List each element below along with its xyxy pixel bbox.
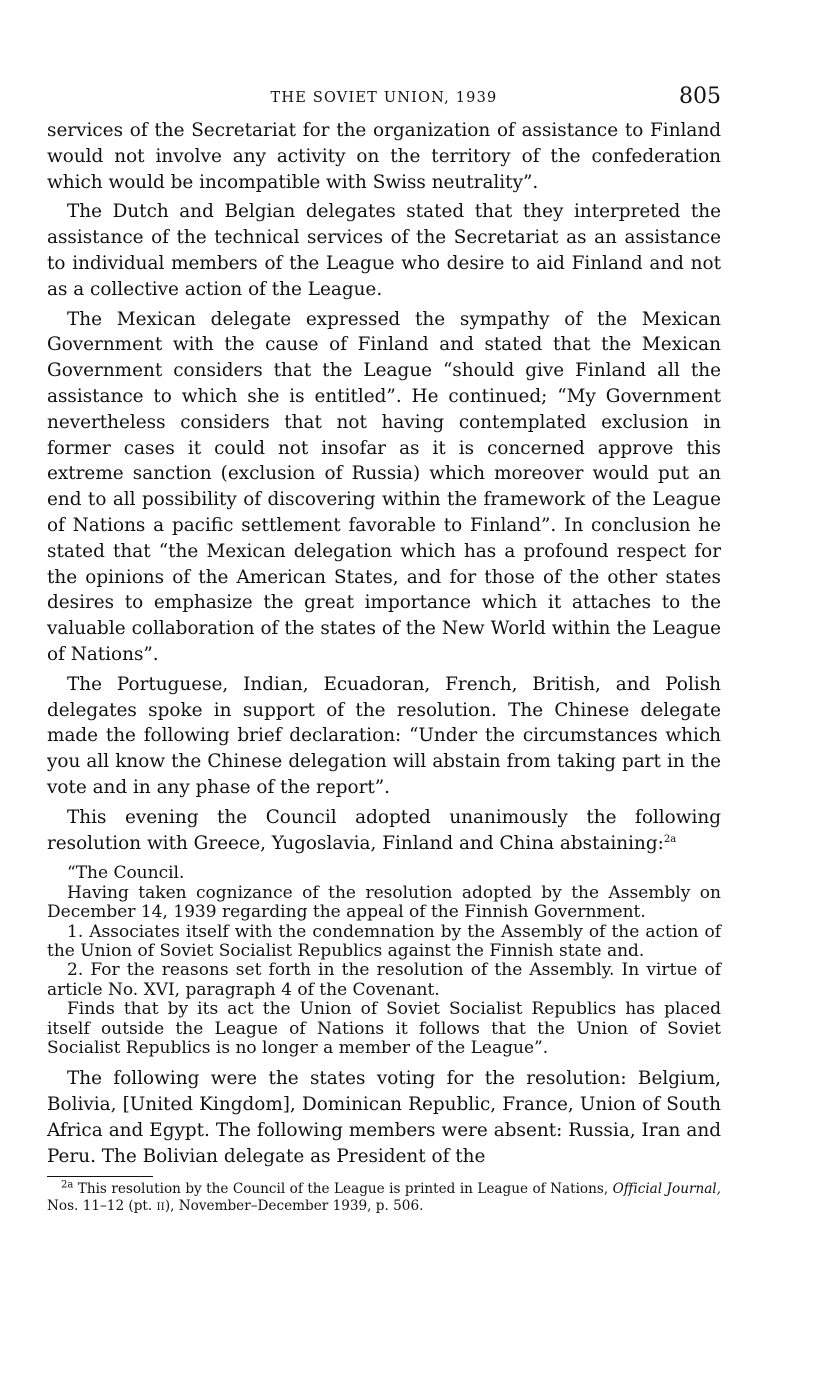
quote-line: 1. Associates itself with the condemnation by the Assembly of the action of the Union of Soviet Socialist Republics against the Finnish state and. [47,921,721,961]
page-number: 805 [679,84,721,109]
paragraph-voting-states: The following were the states voting for the resolution: Belgium, Bolivia, [United Kingdom], Dominican Republic, France, Union of South Africa and Egypt. The following members were absent: Russia, Iran and Peru. The Bolivian delegate as President of the [47,1068,721,1167]
paragraph-mexican-delegate: The Mexican delegate expressed the sympathy of the Mexican Government with the cause of Finland and stated that the Mexican Government considers that the League “should give Finland all the assistance to which she is entitled”. He continued; “My Government nevertheless considers that not having contemplated exclusion in former cases it could not insofar as it is concerned approve this extreme sanction (exclusion of Russia) which moreover would put an end to all possibility of discovering within the framework of the League of Nations a pacific settlement favorable to Finland”. In conclusion he stated that “the Mexican delegation which has a profound respect for the opinions of the American States, and for those of the other states desires to emphasize the great importance which it attaches to the valuable collaboration of the states of the New World within the League of Nations”. [47,308,721,665]
quote-line: Having taken cognizance of the resolution adopted by the Assembly on December 14, 1939 regarding the appeal of the Finnish Government. [47,882,721,923]
council-adoption-text: This evening the Council adopted unanimously the following resolution with Greece, Yugoslavia, Finland and China abstaining: [47,806,721,854]
body-text [47,118,721,856]
quote-line: “The Council. [67,863,185,884]
footnote-text-mid: Nos. 11–12 (pt. [47,1197,153,1214]
footnote-reference: 2a [663,833,677,845]
footnote-divider [47,1176,153,1177]
footnote-marker: 2a [61,1179,74,1191]
document-page [47,84,721,1216]
paragraph-dutch-belgian: The Dutch and Belgian delegates stated that they interpreted the assistance of the technical services of the Secretariat as an assistance to individual members of the League who desire to aid Finland and not as a collective action of the League. [47,201,721,300]
footnote-part: II [156,1200,165,1213]
footnote-text-after: ), November–December 1939, p. 506. [164,1197,424,1214]
paragraph-continuation: services of the Secretariat for the organization of assistance to Finland would not involve any activity on the territory of the confederation which would be incompatible with Swiss neutrality”. [47,120,721,193]
body-text-closing [47,1066,721,1169]
quote-line: 2. For the reasons set forth in the resolution of the Assembly. In virtue of article No. XVI, paragraph 4 of the Covenant. [47,960,721,1000]
running-header [47,84,721,118]
footnote-journal-title: Official Journal, [612,1180,721,1197]
running-title: THE SOVIET UNION, 1939 [270,90,498,106]
footnote-text-before: This resolution by the Council of the League is printed in League of Nations, [77,1180,609,1197]
resolution-quote [47,864,721,1058]
paragraph-council-adoption [47,805,721,857]
paragraph-supporting-delegates: The Portuguese, Indian, Ecuadoran, French, British, and Polish delegates spoke in support of the resolution. The Chinese delegate made the following brief declaration: “Under the circumstances which you all know the Chinese delegation will abstain from taking part in the vote and in any phase of the report”. [47,673,721,798]
quote-line: Finds that by its act the Union of Soviet Socialist Republics has placed itself outside the League of Nations it follows that the Union of Soviet Socialist Republics is no longer a member of the League”. [47,999,721,1058]
footnote [47,1181,721,1216]
